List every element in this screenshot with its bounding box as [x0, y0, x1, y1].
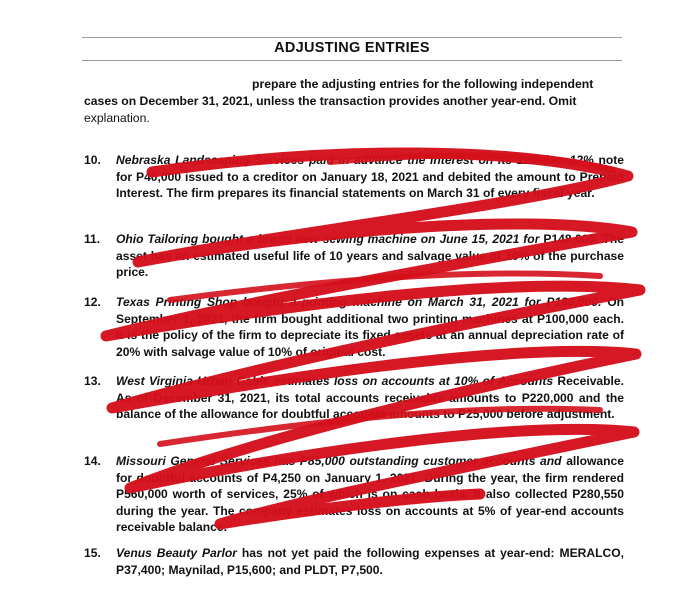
item-lead-text: Ohio Tailoring bought a brand new sewing machine on June 15, 2021 for — [116, 232, 540, 246]
problem-item-13 — [84, 373, 624, 423]
item-number: 15. — [84, 546, 101, 560]
title-underline — [82, 60, 622, 61]
item-body-text: has not yet paid the following expenses at year-end: MERALCO, P37,400; Maynilad, P15,600; and PLDT, P7,500. — [116, 546, 624, 577]
instructions-line-2: cases on December 31, 2021, unless the transaction provides another year-end. Omit — [84, 94, 577, 108]
item-lead-text: Nebraska Landscaping Services paid in advance the interest on its 120-day, 12% — [116, 153, 594, 167]
page-title: ADJUSTING ENTRIES — [274, 40, 430, 56]
instructions-line-1: prepare the adjusting entries for the following independent — [252, 77, 594, 91]
problem-item-11 — [84, 231, 624, 281]
problem-item-15 — [84, 545, 624, 578]
item-body-text: Receivable. As of December 31, 2021, its total accounts receivable amounts to P220,000 and the balance of the allowance for doubtful accounts amounts to P25,000 before adjustment. — [116, 374, 624, 421]
item-body-text: On September 1, 2021, the firm bought additional two printing machines at P100,000 each. It is the policy of the firm to depreciate its fixed assets at an annual depreciation rate of 20% with salvage value of 10% of original cost. — [116, 295, 624, 359]
item-body-text: note for P40,000 issued to a creditor on January 18, 2021 and debited the amount to Prepaid Interest. The firm prepares its financial statements on March 31 of every fiscal year. — [116, 153, 624, 200]
top-rule — [82, 37, 622, 38]
item-number: 12. — [84, 295, 101, 309]
item-number: 13. — [84, 374, 101, 388]
problem-item-12 — [84, 294, 624, 360]
item-number: 14. — [84, 454, 101, 468]
instructions — [84, 76, 624, 127]
item-body-text: allowance for doubtful accounts of P4,250 on January 1, 2021. During the year, the firm rendered P560,000 worth of services, 25% of which is on cash basis. It also collected P280,550 during the year. The company estimates loss on accounts at 5% of year-end accounts receivable balance. — [116, 454, 624, 534]
item-lead-text: Venus Beauty Parlor — [116, 546, 237, 560]
problem-item-10 — [84, 152, 624, 202]
item-number: 10. — [84, 153, 101, 167]
problem-item-14 — [84, 453, 624, 536]
item-body-text: P148,000. The asset has an estimated useful life of 10 years and salvage value of 10% of the purchase price. — [116, 232, 624, 279]
item-lead-text: West Virginia Urban Cable estimates loss on accounts at 10% of Accounts — [116, 374, 554, 388]
instructions-line-3: explanation. — [84, 111, 150, 125]
item-number: 11. — [84, 232, 101, 246]
item-lead-text: Missouri General Services has P85,000 outstanding customer accounts and — [116, 454, 562, 468]
item-lead-text: Texas Printing Shop bought a printing machine on March 31, 2021 for P180,000. — [116, 295, 602, 309]
